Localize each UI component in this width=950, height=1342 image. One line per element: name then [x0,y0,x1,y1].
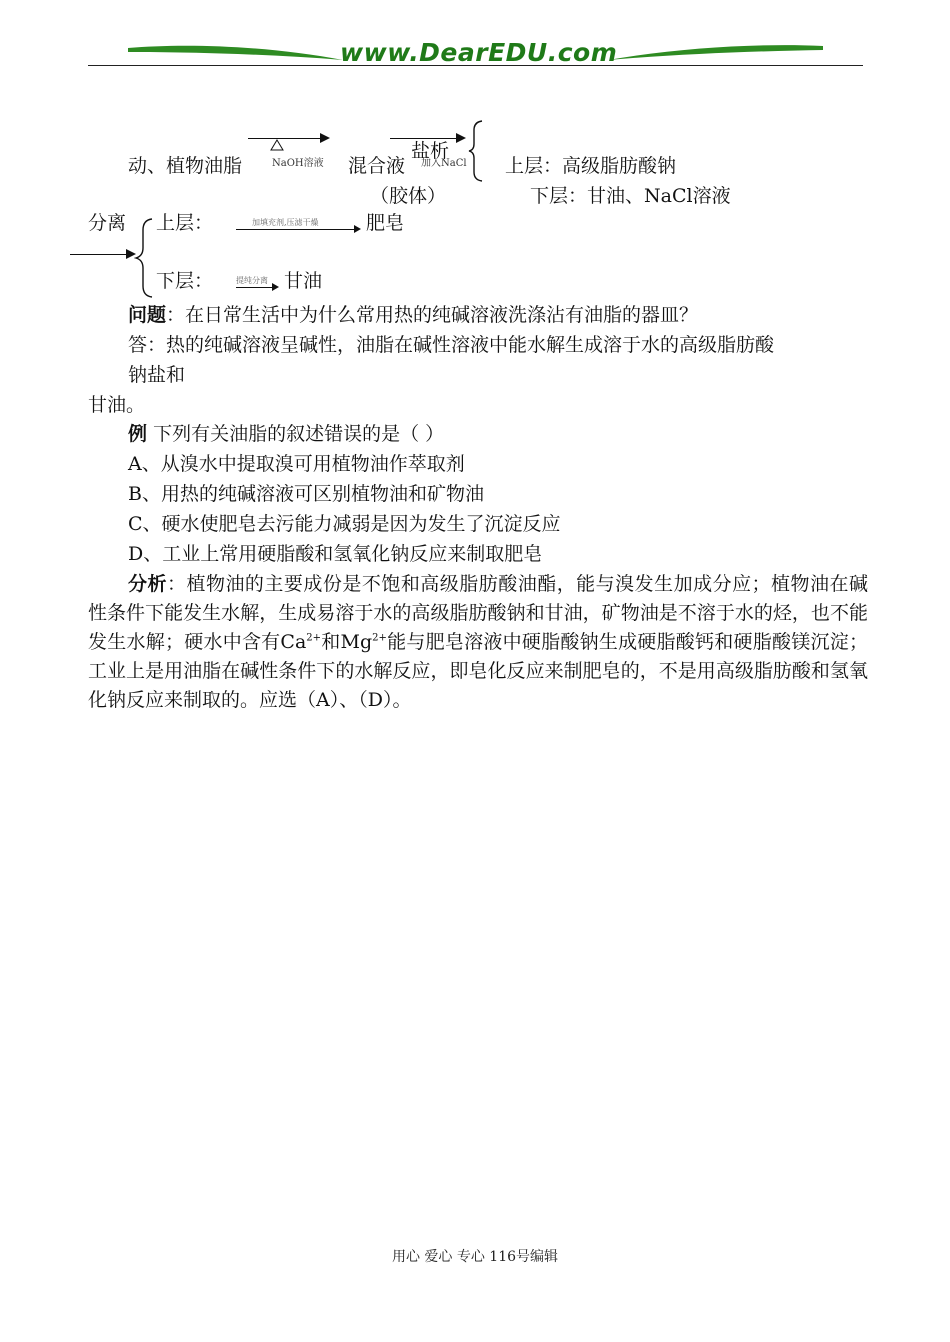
arrow-lower-head [272,283,279,291]
mixture-label: 混合液 [348,155,406,177]
sep-upper-product: 肥皂 [366,212,405,234]
arrow-naoh-head [320,133,330,143]
sep-lower-label: 下层： [156,270,214,292]
answer-line-2: 钠盐和 [128,364,186,386]
arrow-separation-shaft [70,254,126,255]
salting-out-label: 盐析 [411,140,450,162]
question-line [128,301,868,330]
site-logo: www.DearEDU.com [340,38,618,67]
heating-triangle-icon [270,139,284,151]
analysis-paragraph [88,570,868,715]
reagent-nacl: 加入NaCl [421,158,467,169]
analysis-label: 分析 [128,573,167,595]
separation-label: 分离 [88,212,127,234]
example-stem-text: 下列有关油脂的叙述错误的是（ ） [153,423,445,445]
mixture-note: （胶体） [370,185,447,207]
sep-lower-product: 甘油 [284,270,323,292]
question-label: 问题 [128,304,167,326]
arrow-nacl-head [456,133,466,143]
magnesium-charge: 2+ [372,632,387,644]
separation-brace-icon [134,218,154,298]
sep-upper-step: 加填充剂,压滤干燥 [252,218,319,227]
answer-line-3: 甘油。 [88,394,146,416]
arrow-upper-shaft [236,229,354,230]
sep-upper-label: 上层： [156,212,214,234]
diagram-start-label: 动、植物油脂 [128,155,243,177]
example-label: 例 [128,423,148,445]
example-stem [128,420,868,449]
option-a: A、从溴水中提取溴可用植物油作萃取剂 [128,453,465,475]
upper-layer-label: 上层：高级脂肪酸钠 [505,155,677,177]
header-swoosh-left [128,40,343,66]
brace-icon [468,120,484,182]
arrow-lower-shaft [236,287,272,288]
question-text: ：在日常生活中为什么常用热的纯碱溶液洗涤沾有油脂的器皿？ [166,304,699,326]
calcium-charge: 2+ [306,632,322,644]
analysis-part3: 能与肥皂溶液中硬脂酸钠生成硬脂酸钙和硬脂酸镁沉淀；工业上是用油脂在碱性条件下的水解反应，即皂化反应来制肥皂的，不是用高级脂肪酸和氢氧化钠反应来制取的。应选（A）、（D）。 [88,631,868,711]
option-b: B、用热的纯碱溶液可区别植物油和矿物油 [128,483,484,505]
analysis-part1: ：植物油的主要成份是不饱和高级脂肪酸油酯，能与溴发生加成分应；植物油在碱性条件下能发生水解，生成易溶于水的高级脂肪酸钠和甘油，矿物油是不溶于水的烃，也不能发生水解；硬水中含有Ca [88,573,868,653]
option-d: D、工业上常用硬脂酸和氢氧化钠反应来制取肥皂 [128,543,543,565]
sep-lower-step: 提纯分离 [236,276,268,285]
arrow-nacl-shaft [390,138,456,139]
option-c: C、硬水使肥皂去污能力减弱是因为发生了沉淀反应 [128,513,561,535]
lower-layer-label: 下层：甘油、NaCl溶液 [530,185,731,207]
answer-line-1: 答：热的纯碱溶液呈碱性，油脂在碱性溶液中能水解生成溶于水的高级脂肪酸 [128,334,775,356]
page-footer: 用心 爱心 专心 116号编辑 [391,1249,559,1265]
arrow-naoh-shaft [248,138,320,139]
header-swoosh-right [608,40,823,66]
header-rule [88,65,863,66]
reagent-naoh: NaOH溶液 [272,158,324,169]
analysis-part2: 和Mg [321,631,373,653]
arrow-upper-head [354,225,361,233]
